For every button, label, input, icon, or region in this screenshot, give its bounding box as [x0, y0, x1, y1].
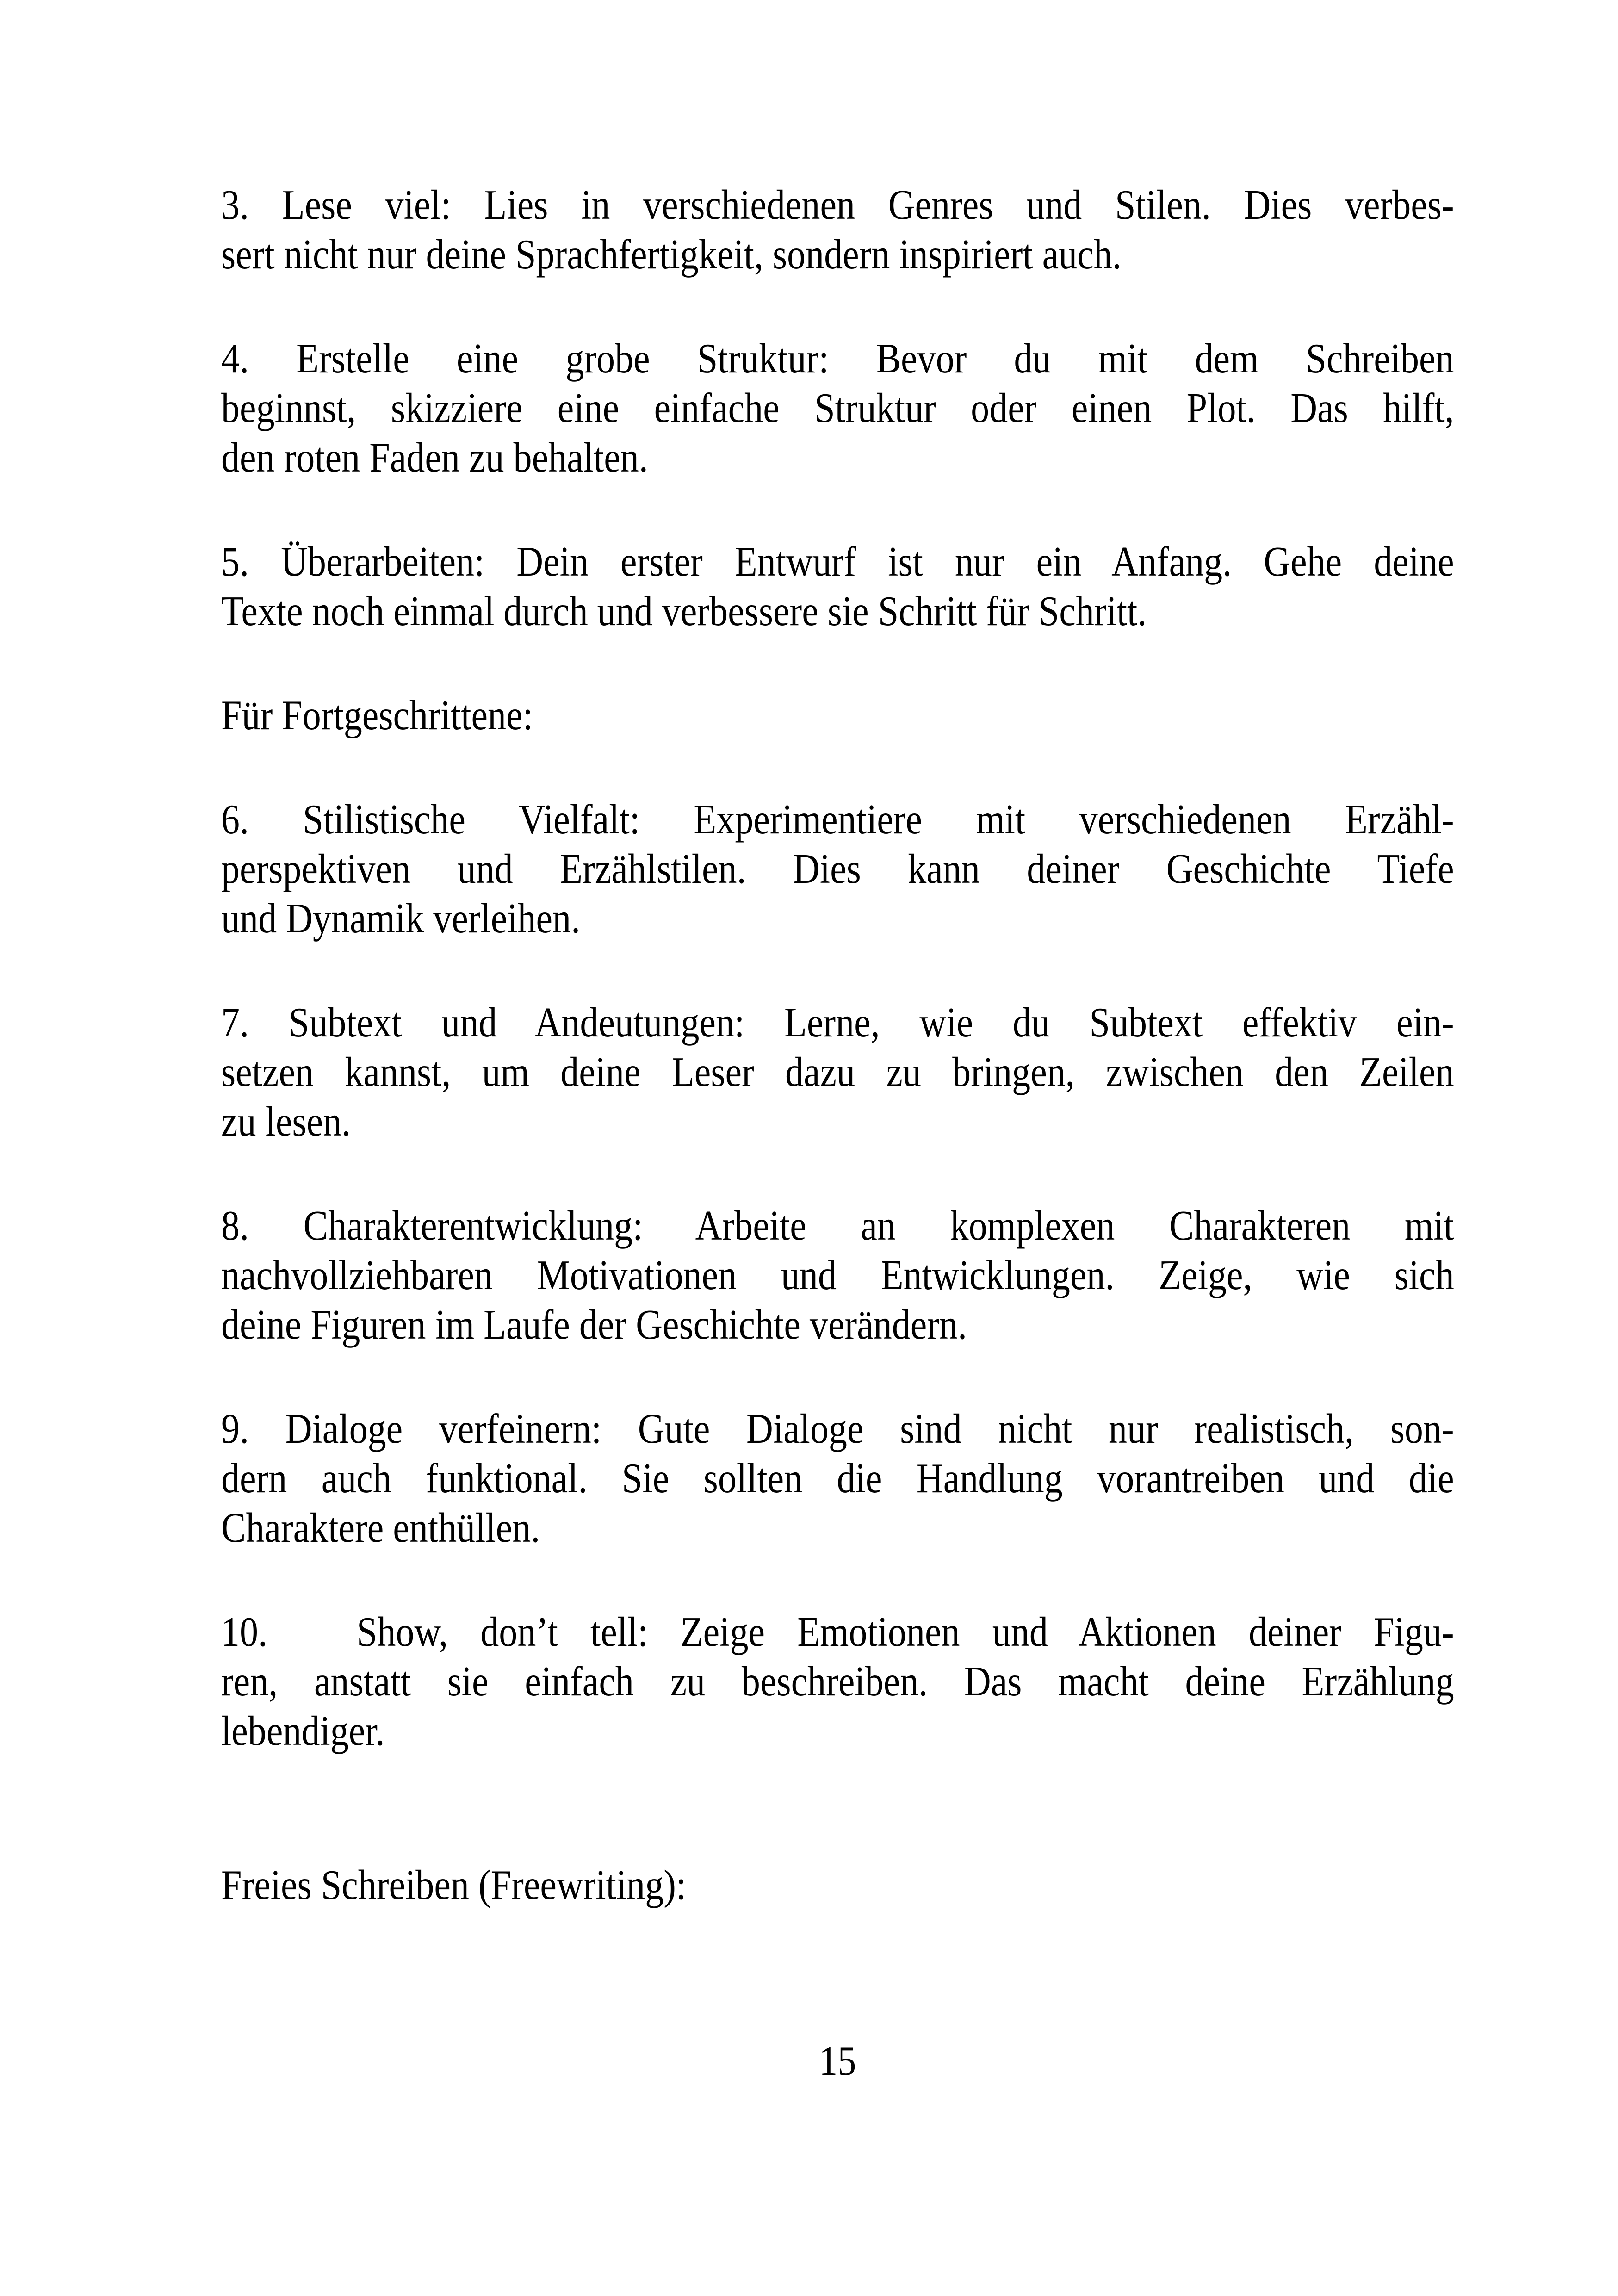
- text-line: dern auch funktional. Sie sollten die Handlung vorantreiben und die: [221, 1455, 1454, 1502]
- paragraph-tip-10-show-dont-tell: [221, 1607, 1454, 1756]
- paragraph-tip-8-charakterentwicklung: [221, 1201, 1454, 1349]
- text-line: 7. Subtext und Andeutungen: Lerne, wie du Subtext effektiv ein-: [221, 999, 1454, 1046]
- text-line: Charaktere enthüllen.: [221, 1504, 540, 1551]
- text-line: setzen kannst, um deine Leser dazu zu bringen, zwischen den Zeilen: [221, 1049, 1454, 1095]
- text-line: 4. Erstelle eine grobe Struktur: Bevor du mit dem Schreiben: [221, 335, 1454, 382]
- text-line: beginnst, skizziere eine einfache Struktur oder einen Plot. Das hilft,: [221, 385, 1454, 431]
- text-line: nachvollziehbaren Motivationen und Entwicklungen. Zeige, wie sich: [221, 1252, 1454, 1298]
- text-line: den roten Faden zu behalten.: [221, 434, 648, 481]
- text-column: [221, 180, 1454, 2085]
- paragraph-tip-3-lese-viel: [221, 180, 1454, 279]
- paragraph-tip-4-struktur: [221, 334, 1454, 482]
- paragraph-tip-7-subtext: [221, 998, 1454, 1146]
- text-line: 9. Dialoge verfeinern: Gute Dialoge sind nicht nur realistisch, son-: [221, 1405, 1454, 1452]
- text-line: 8. Charakterentwicklung: Arbeite an komplexen Charakteren mit: [221, 1202, 1454, 1249]
- text-line: 6. Stilistische Vielfalt: Experimentiere mit verschiedenen Erzähl-: [221, 796, 1454, 843]
- text-line: und Dynamik verleihen.: [221, 895, 581, 942]
- text-line: 5. Überarbeiten: Dein erster Entwurf ist nur ein Anfang. Gehe deine: [221, 538, 1454, 585]
- paragraph-tip-6-stilistische-vielfalt: [221, 794, 1454, 943]
- tab-spacer: [267, 1645, 357, 1646]
- text-line: Freies Schreiben (Freewriting):: [221, 1862, 687, 1908]
- text-line: perspektiven und Erzählstilen. Dies kann deiner Geschichte Tiefe: [221, 845, 1454, 892]
- text-line: 10. Show, don’t tell: Zeige Emotionen und Aktionen deiner Figu-: [221, 1608, 1454, 1655]
- paragraph-heading-fuer-fortgeschrittene: [221, 690, 1454, 740]
- text-line: Texte noch einmal durch und verbessere sie Schritt für Schritt.: [221, 588, 1147, 634]
- text-line: 3. Lese viel: Lies in verschiedenen Genres und Stilen. Dies verbes-: [221, 181, 1454, 228]
- paragraph-heading-freies-schreiben: [221, 1860, 1454, 1910]
- text-line: Für Fortgeschrittene:: [221, 692, 533, 738]
- text-line: zu lesen.: [221, 1098, 351, 1145]
- paragraph-tip-5-ueberarbeiten: [221, 537, 1454, 636]
- page-number: 15: [819, 2037, 856, 2084]
- paragraph-tip-9-dialoge: [221, 1404, 1454, 1552]
- text-line: sert nicht nur deine Sprachfertigkeit, sondern inspiriert auch.: [221, 231, 1122, 278]
- text-line: ren, anstatt sie einfach zu beschreiben. Das macht deine Erzählung: [221, 1658, 1454, 1705]
- text-line: lebendiger.: [221, 1707, 385, 1754]
- text-line: deine Figuren im Laufe der Geschichte verändern.: [221, 1301, 967, 1348]
- paragraph-list: [221, 180, 1454, 1910]
- page-footer: [221, 2036, 1454, 2085]
